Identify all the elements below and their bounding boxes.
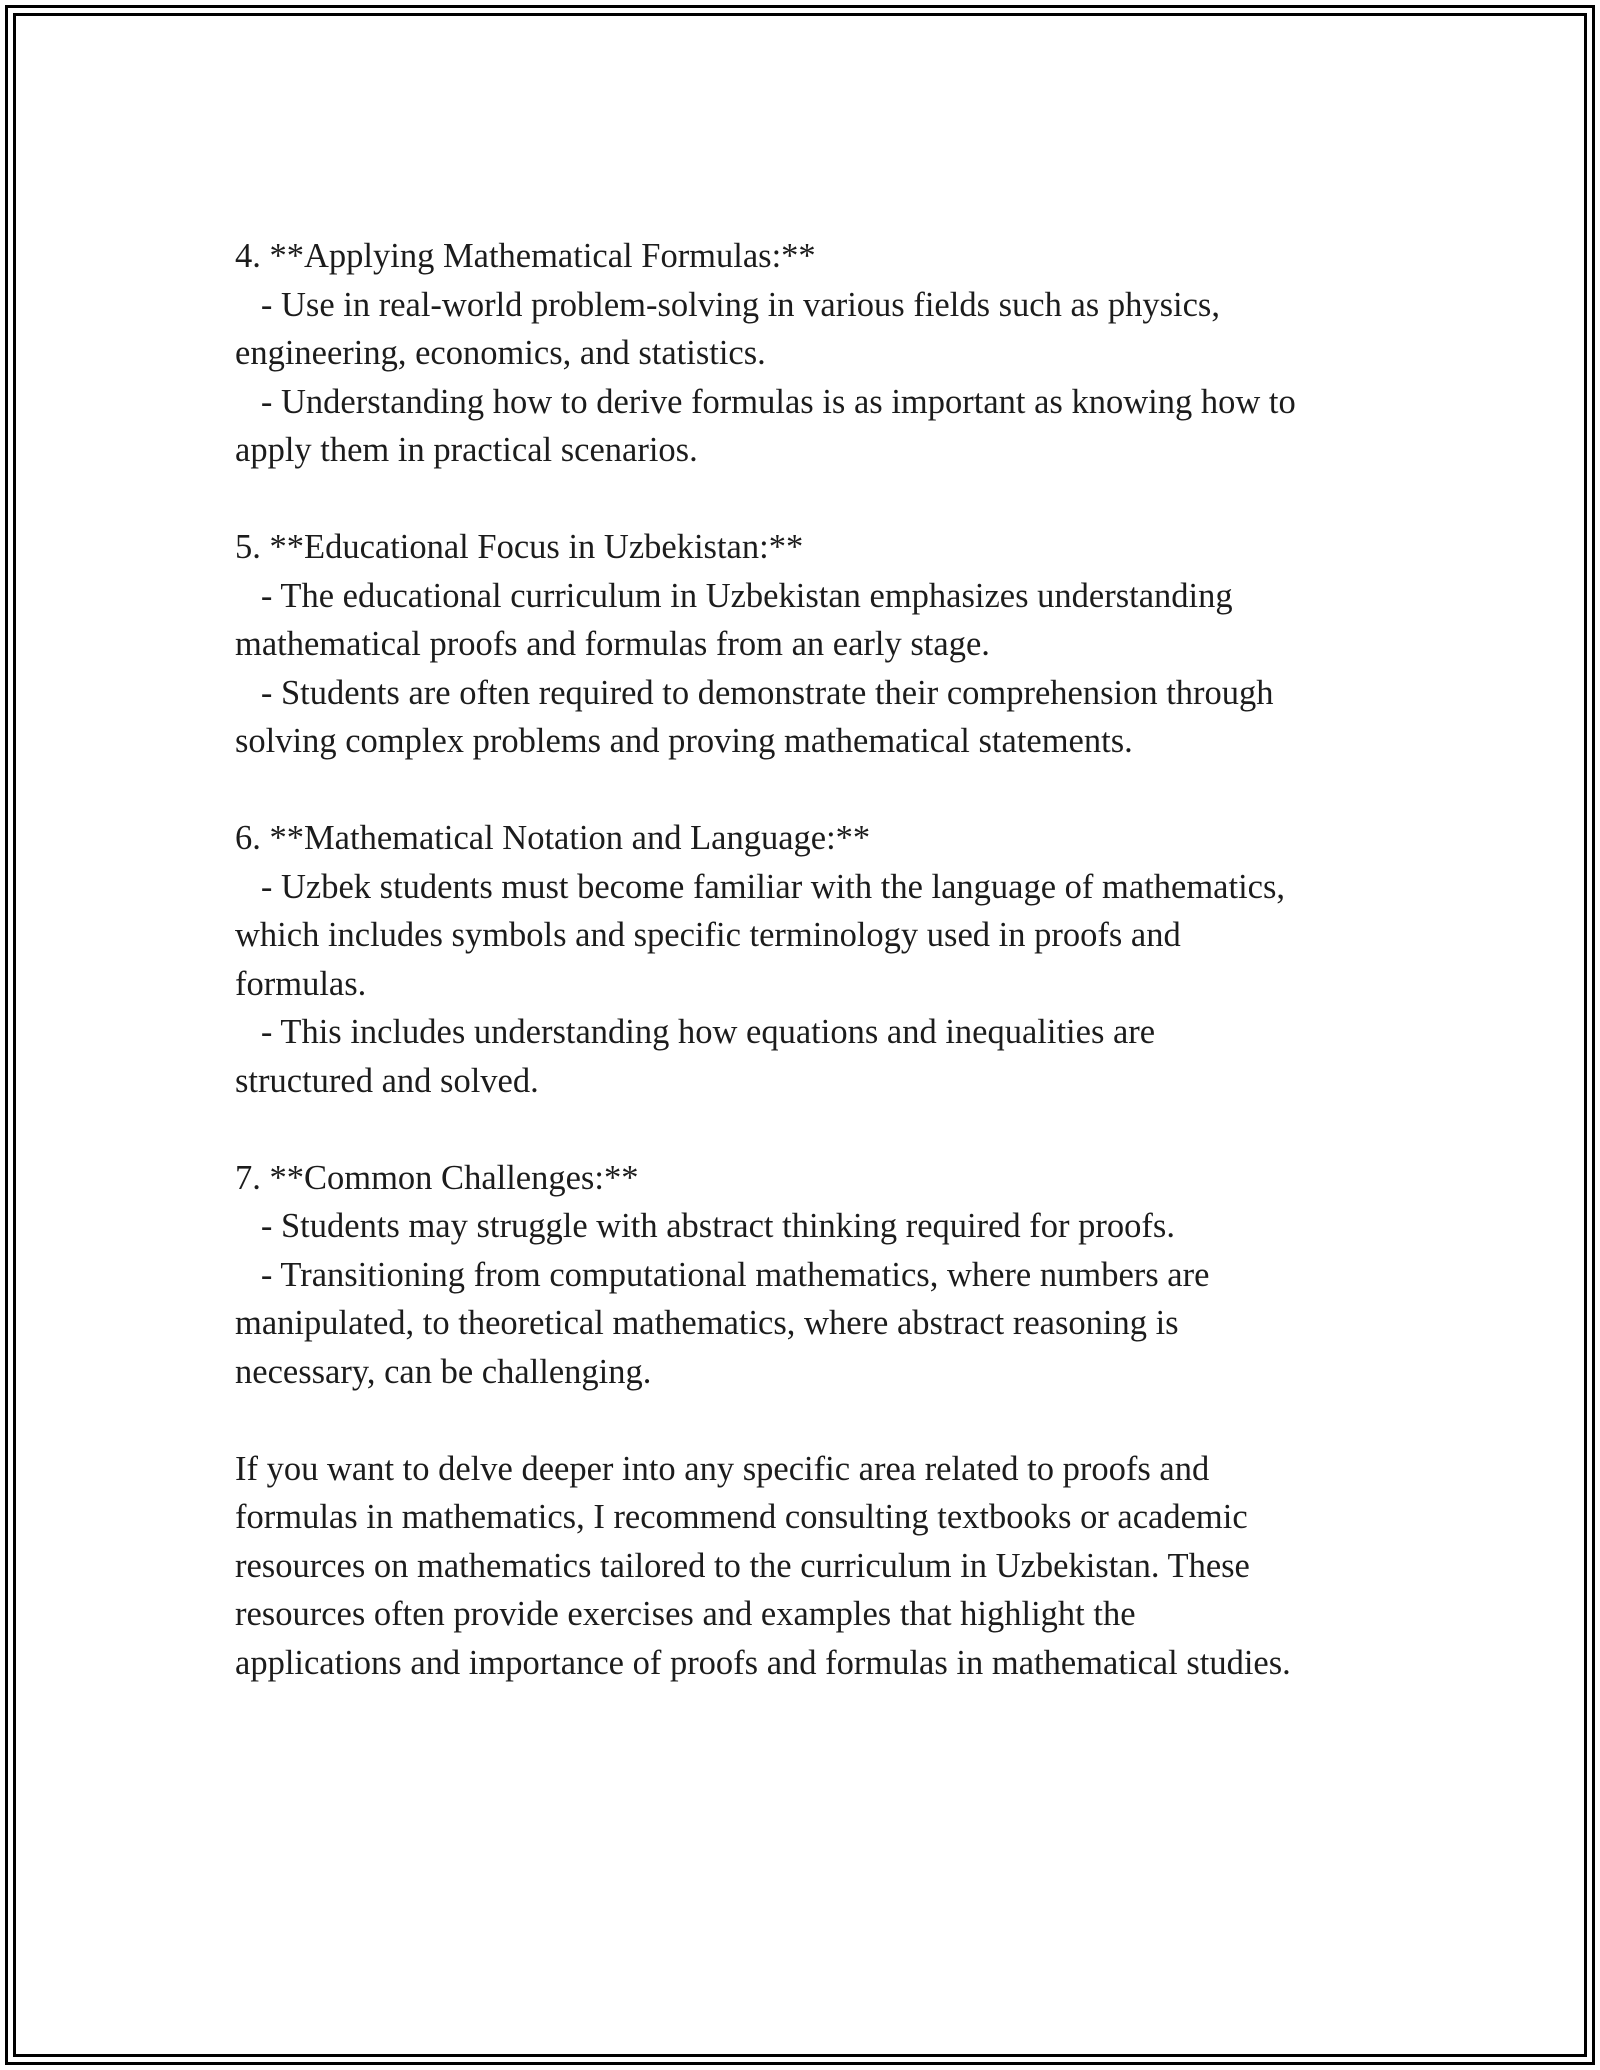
section-line: formulas. [235, 964, 367, 1003]
section-line: - Use in real-world problem-solving in various fields such as physics, [235, 285, 1220, 324]
paragraph-gap [235, 1396, 1395, 1445]
section-heading: 6. **Mathematical Notation and Language:** [235, 819, 871, 857]
section-line: structured and solved. [235, 1061, 539, 1100]
paragraph-gap [235, 1105, 1395, 1154]
section-heading: 7. **Common Challenges:** [235, 1158, 639, 1197]
section-line: apply them in practical scenarios. [235, 431, 698, 469]
section-line: - This includes understanding how equations and inequalities are [235, 1013, 1156, 1051]
closing-line: applications and importance of proofs and formulas in mathematical studies. [235, 1643, 1291, 1682]
paragraph-gap [235, 475, 1395, 524]
section-common-challenges [235, 1154, 1395, 1397]
section-line: - Students are often required to demonstrate their comprehension through [235, 673, 1274, 712]
section-notation-language [235, 814, 1395, 1105]
closing-line: If you want to delve deeper into any specific area related to proofs and [235, 1449, 1210, 1488]
section-line: - Uzbek students must become familiar with the language of mathematics, [235, 867, 1286, 906]
closing-line: formulas in mathematics, I recommend consulting textbooks or academic [235, 1498, 1248, 1536]
closing-line: resources often provide exercises and examples that highlight the [235, 1595, 1136, 1633]
section-educational-focus [235, 523, 1395, 766]
paragraph-gap [235, 766, 1395, 815]
closing-line: resources on mathematics tailored to the curriculum in Uzbekistan. These [235, 1546, 1250, 1585]
section-line: engineering, economics, and statistics. [235, 334, 766, 372]
section-line: - Understanding how to derive formulas is as important as knowing how to [235, 382, 1296, 421]
section-line: - Students may struggle with abstract thinking required for proofs. [235, 1207, 1175, 1245]
section-line: - The educational curriculum in Uzbekistan emphasizes understanding [235, 576, 1233, 615]
section-line: which includes symbols and specific terminology used in proofs and [235, 916, 1181, 954]
section-line: manipulated, to theoretical mathematics, where abstract reasoning is [235, 1304, 1179, 1342]
section-heading: 4. **Applying Mathematical Formulas:** [235, 237, 816, 275]
section-line: solving complex problems and proving mathematical statements. [235, 722, 1133, 760]
closing-paragraph [235, 1445, 1395, 1688]
section-line: mathematical proofs and formulas from an early stage. [235, 625, 990, 663]
section-line: necessary, can be challenging. [235, 1352, 652, 1391]
document-body [235, 232, 1395, 1687]
section-heading: 5. **Educational Focus in Uzbekistan:** [235, 528, 804, 566]
section-line: - Transitioning from computational mathematics, where numbers are [235, 1255, 1210, 1294]
section-applying-formulas [235, 232, 1395, 475]
